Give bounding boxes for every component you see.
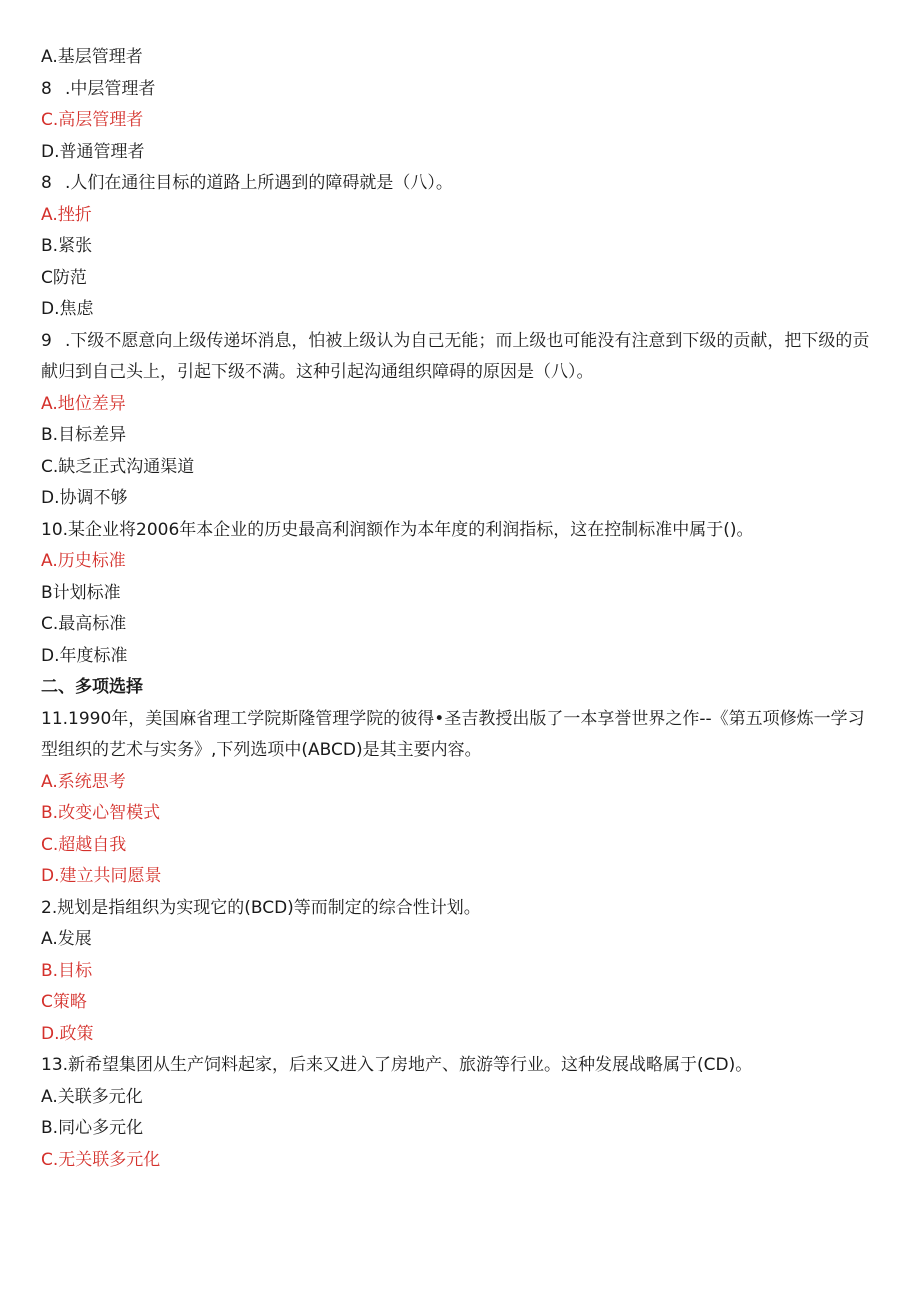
option-line: [41, 483, 881, 515]
question-number: 9: [41, 330, 52, 351]
question-text: 10.某企业将2006年本企业的历史最高利润额作为本年度的利润指标，这在控制标准中属于()。: [41, 519, 754, 540]
question-line: [41, 893, 881, 925]
answer-option-line: [41, 1145, 881, 1177]
answer-option-line: [41, 546, 881, 578]
question-number: 8: [41, 173, 52, 193]
option-text: A.关联多元化: [41, 1086, 143, 1107]
option-text: C防范: [41, 267, 87, 288]
answer-option-line: [41, 987, 881, 1019]
option-text: C.最高标准: [41, 614, 127, 634]
document-page: [41, 42, 881, 1176]
answer-option-line: [41, 389, 881, 421]
question-line: [41, 515, 881, 547]
option-line: [41, 74, 881, 106]
option-text: B.目标差异: [41, 425, 127, 445]
answer-option-line: [41, 1019, 881, 1051]
item-number: 8: [41, 78, 52, 99]
section-heading-text: 二、多项选择: [41, 677, 143, 697]
option-text: D.协调不够: [41, 488, 128, 508]
question-line: [41, 326, 881, 389]
option-line: [41, 263, 881, 295]
option-text: B.改变心智模式: [41, 803, 161, 823]
option-text: D.政策: [41, 1023, 94, 1044]
question-text: .人们在通往目标的道路上所遇到的障碍就是（八）。: [65, 173, 453, 193]
option-line: [41, 294, 881, 326]
answer-option-line: [41, 105, 881, 137]
option-text: C.高层管理者: [41, 110, 144, 130]
question-text: 13.新希望集团从生产饲料起家，后来又进入了房地产、旅游等行业。这种发展战略属于(CD)。: [41, 1055, 753, 1075]
answer-option-line: [41, 830, 881, 862]
question-line: [41, 704, 881, 767]
answer-option-line: [41, 956, 881, 988]
option-text: A.发展: [41, 929, 92, 949]
option-line: [41, 578, 881, 610]
question-text: 2.规划是指组织为实现它的(BCD)等而制定的综合性计划。: [41, 897, 481, 918]
question-line: [41, 168, 881, 200]
answer-option-line: [41, 861, 881, 893]
option-text: A.历史标准: [41, 551, 126, 571]
option-line: [41, 42, 881, 74]
option-line: [41, 924, 881, 956]
option-text: A.基层管理者: [41, 47, 143, 67]
question-line: [41, 1050, 881, 1082]
option-line: [41, 137, 881, 169]
option-text: D.普通管理者: [41, 141, 145, 162]
option-text: B.紧张: [41, 236, 93, 256]
question-text: 11.1990年，美国麻省理工学院斯隆管理学院的彼得•圣吉教授出版了一本享誉世界之作--《第五项修炼一学习型组织的艺术与实务》,下列选项中(ABCD)是其主要内容。: [41, 708, 865, 760]
option-line: [41, 1113, 881, 1145]
answer-option-line: [41, 200, 881, 232]
option-text: D.建立共同愿景: [41, 866, 162, 886]
section-heading: [41, 672, 881, 704]
option-text: .中层管理者: [65, 78, 156, 99]
option-line: [41, 609, 881, 641]
option-text: B.目标: [41, 960, 93, 981]
option-text: B计划标准: [41, 582, 121, 603]
option-text: C.超越自我: [41, 834, 127, 855]
option-text: A.挫折: [41, 204, 92, 225]
option-text: D.焦虑: [41, 299, 94, 319]
option-line: [41, 420, 881, 452]
option-line: [41, 1082, 881, 1114]
option-text: B.同心多元化: [41, 1118, 144, 1138]
answer-option-line: [41, 798, 881, 830]
option-line: [41, 452, 881, 484]
answer-option-line: [41, 767, 881, 799]
option-text: A.系统思考: [41, 771, 126, 792]
option-text: D.年度标准: [41, 645, 128, 666]
question-text: .下级不愿意向上级传递坏消息，怕被上级认为自己无能；而上级也可能没有注意到下级的贡献，把下级的贡献归到自己头上，引起下级不满。这种引起沟通组织障碍的原因是（八）。: [41, 330, 870, 382]
option-text: A.地位差异: [41, 393, 126, 414]
option-text: C.无关联多元化: [41, 1149, 161, 1170]
option-text: C策略: [41, 992, 87, 1012]
option-text: C.缺乏正式沟通渠道: [41, 456, 195, 477]
option-line: [41, 231, 881, 263]
option-line: [41, 641, 881, 673]
